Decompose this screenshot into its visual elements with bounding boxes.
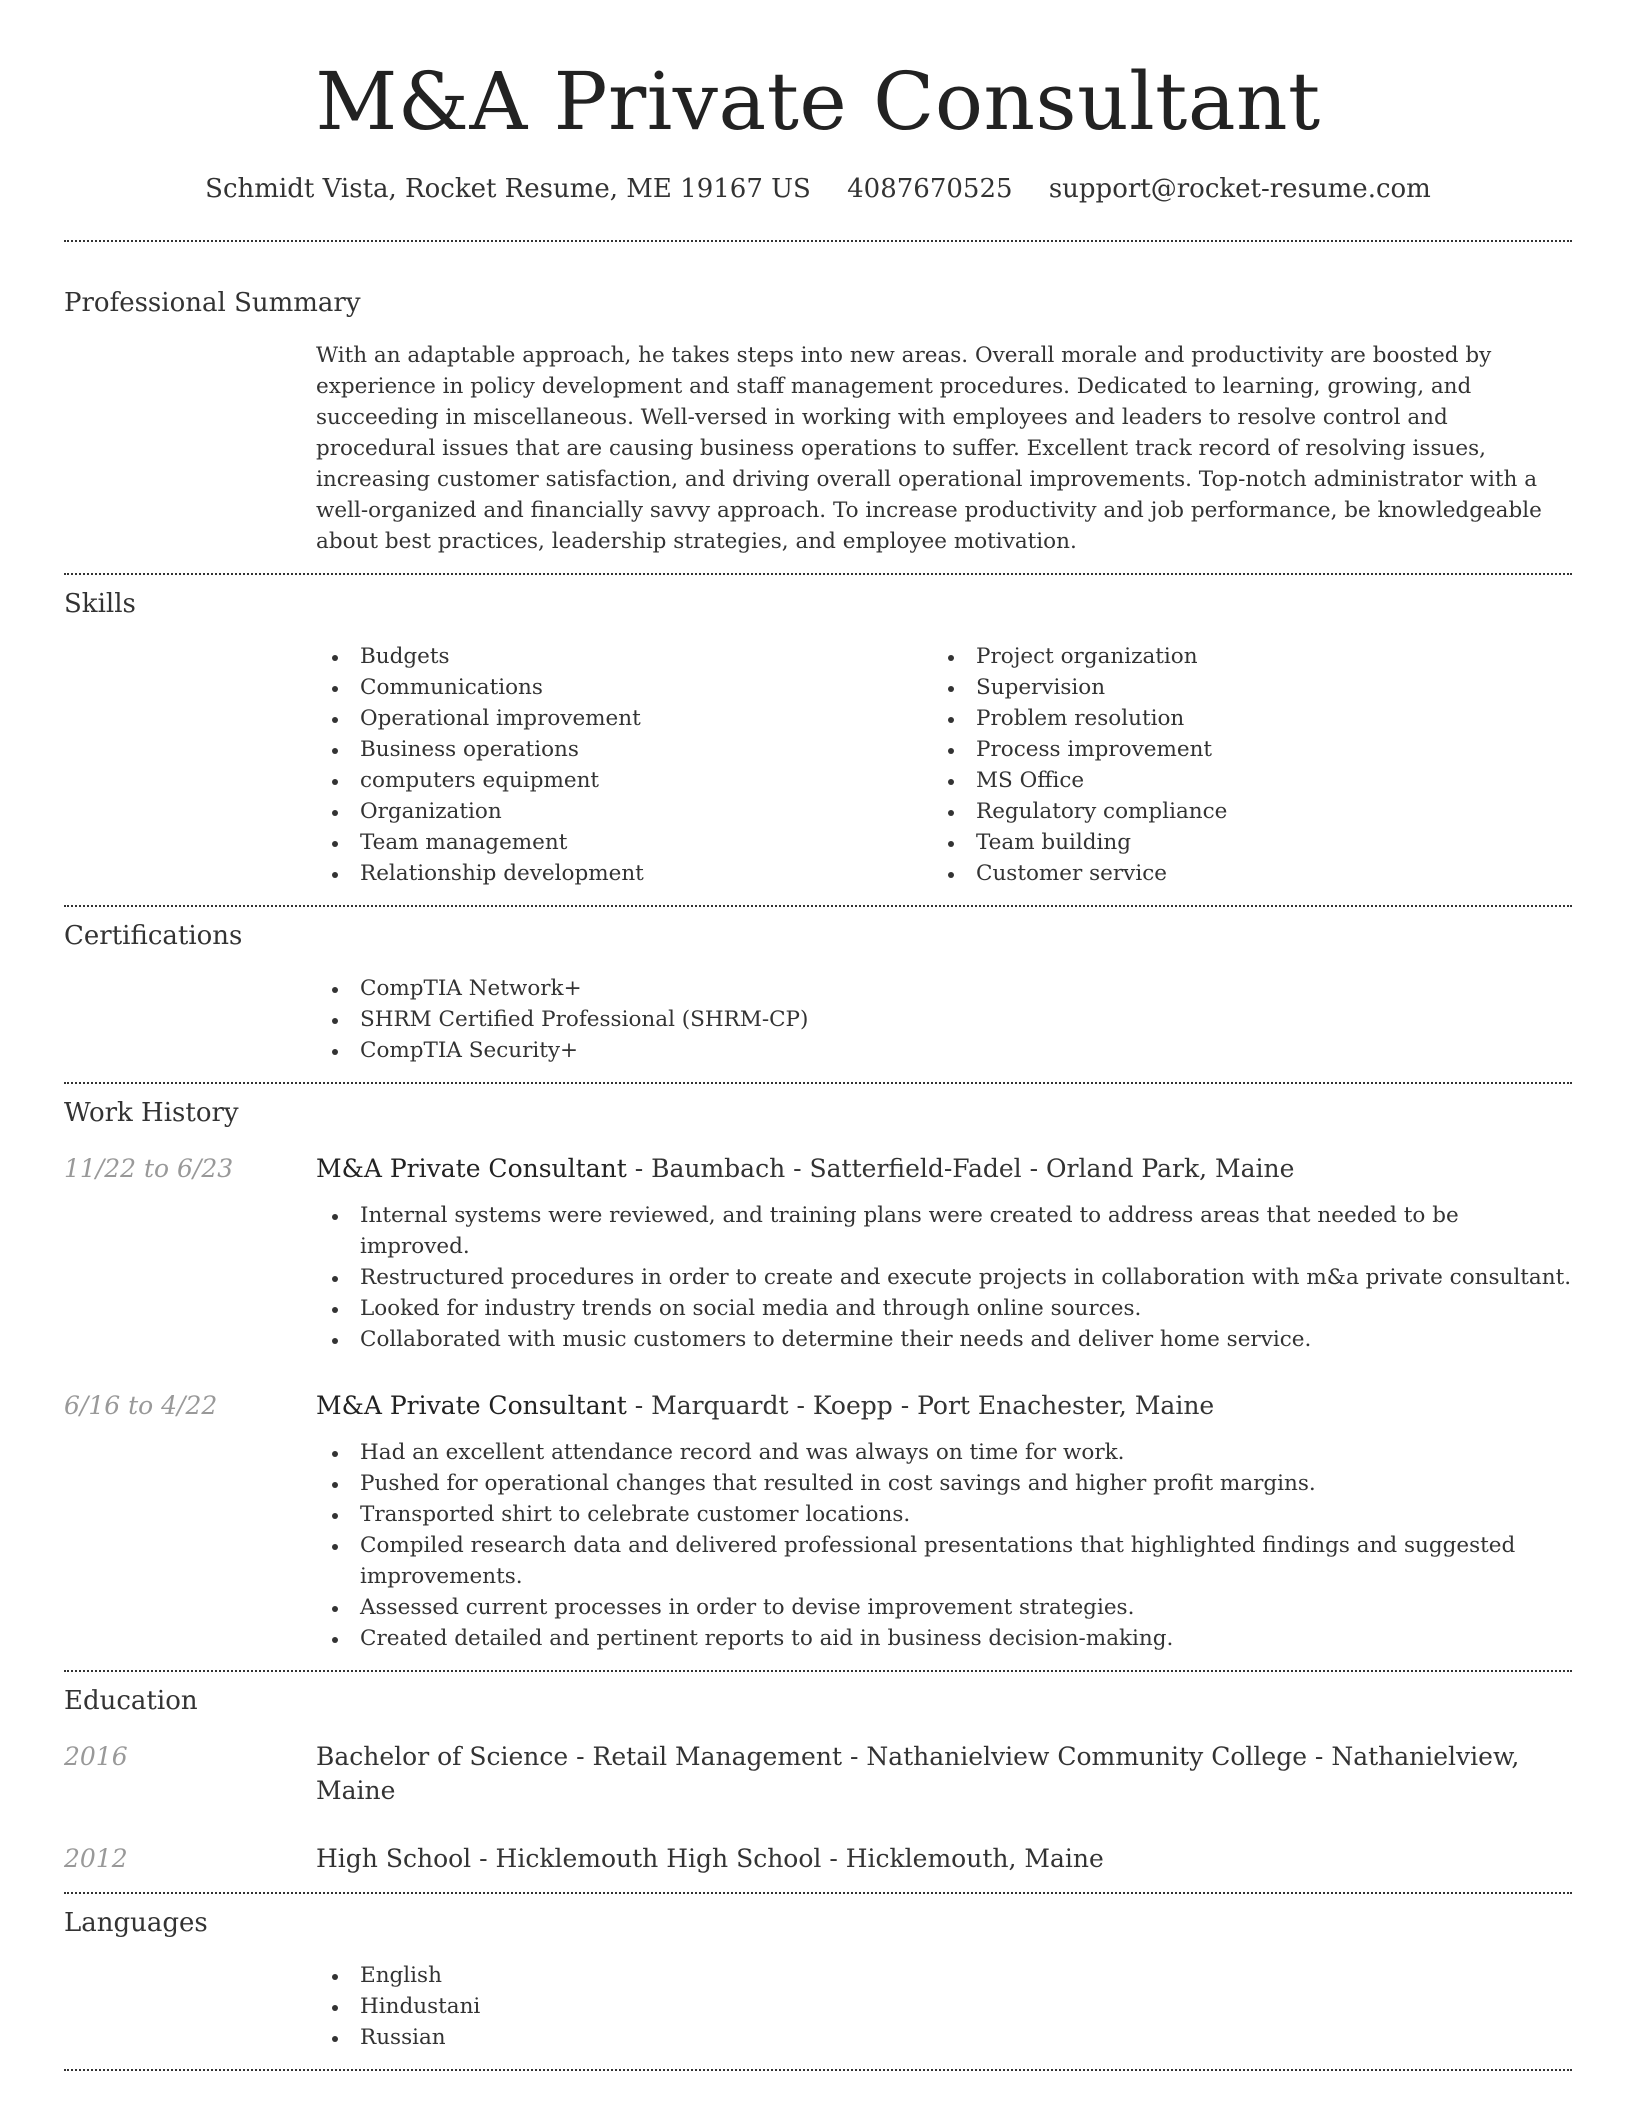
job-dates: 6/16 to 4/22 bbox=[64, 1391, 218, 1420]
list-item: MS Office bbox=[932, 765, 1548, 796]
divider bbox=[64, 905, 1572, 907]
list-item: Russian bbox=[316, 2022, 1572, 2053]
list-item: Communications bbox=[316, 672, 932, 703]
list-item: CompTIA Network+ bbox=[316, 973, 1572, 1004]
job-role: M&A Private Consultant bbox=[316, 1154, 627, 1183]
languages-list bbox=[316, 1960, 1572, 2053]
summary-section bbox=[64, 286, 1572, 557]
education-year: 2016 bbox=[64, 1742, 128, 1771]
skills-list-left bbox=[316, 641, 932, 889]
list-item: SHRM Certified Professional (SHRM-CP) bbox=[316, 1004, 1572, 1035]
divider bbox=[64, 1670, 1572, 1672]
certifications-section bbox=[64, 919, 1572, 1066]
list-item: Hindustani bbox=[316, 1991, 1572, 2022]
list-item: Project organization bbox=[932, 641, 1548, 672]
contact-line bbox=[64, 172, 1572, 206]
education-entry bbox=[64, 1842, 1572, 1876]
certifications-list bbox=[316, 973, 1572, 1066]
divider bbox=[64, 1892, 1572, 1894]
languages-section bbox=[64, 1906, 1572, 2053]
job-bullets bbox=[316, 1200, 1572, 1355]
list-item: Compiled research data and delivered professional presentations that highlighted findings and suggested improvements. bbox=[316, 1530, 1572, 1592]
list-item: CompTIA Security+ bbox=[316, 1035, 1572, 1066]
list-item: Process improvement bbox=[932, 734, 1548, 765]
job-dates: 11/22 to 6/23 bbox=[64, 1154, 234, 1183]
list-item: English bbox=[316, 1960, 1572, 1991]
divider bbox=[64, 573, 1572, 575]
job-bullets bbox=[316, 1437, 1572, 1654]
languages-heading: Languages bbox=[64, 1908, 208, 1938]
list-item: Problem resolution bbox=[932, 703, 1548, 734]
job-entry bbox=[64, 1389, 1572, 1654]
list-item: Operational improvement bbox=[316, 703, 932, 734]
list-item: Restructured procedures in order to create and execute projects in collaboration with m&a private consultant. bbox=[316, 1262, 1572, 1293]
education-entry bbox=[64, 1740, 1572, 1808]
skills-list-right bbox=[932, 641, 1548, 889]
contact-address: Schmidt Vista, Rocket Resume, ME 19167 US bbox=[205, 174, 811, 204]
education-year: 2012 bbox=[64, 1844, 128, 1873]
job-header bbox=[316, 1389, 1572, 1423]
list-item: Budgets bbox=[316, 641, 932, 672]
education-text bbox=[316, 1740, 1572, 1808]
job-header bbox=[316, 1152, 1572, 1186]
list-item: Business operations bbox=[316, 734, 932, 765]
list-item: Team management bbox=[316, 827, 932, 858]
education-school: - Hicklemouth High School - Hicklemouth, Maine bbox=[471, 1844, 1104, 1873]
list-item: Assessed current processes in order to devise improvement strategies. bbox=[316, 1592, 1572, 1623]
divider bbox=[64, 1082, 1572, 1084]
list-item: Team building bbox=[932, 827, 1548, 858]
list-item: Collaborated with music customers to determine their needs and deliver home service. bbox=[316, 1324, 1572, 1355]
job-role: M&A Private Consultant bbox=[316, 1391, 627, 1420]
list-item: Created detailed and pertinent reports to aid in business decision-making. bbox=[316, 1623, 1572, 1654]
list-item: Relationship development bbox=[316, 858, 932, 889]
work-heading: Work History bbox=[64, 1098, 239, 1128]
education-section bbox=[64, 1684, 1572, 1876]
list-item: computers equipment bbox=[316, 765, 932, 796]
divider bbox=[64, 2069, 1572, 2071]
contact-email: support@rocket-resume.com bbox=[1048, 174, 1431, 204]
skills-section bbox=[64, 587, 1572, 889]
list-item: Looked for industry trends on social media and through online sources. bbox=[316, 1293, 1572, 1324]
divider bbox=[64, 240, 1572, 242]
list-item: Transported shirt to celebrate customer locations. bbox=[316, 1499, 1572, 1530]
education-degree: High School bbox=[316, 1844, 472, 1873]
resume-title: M&A Private Consultant bbox=[315, 55, 1321, 148]
list-item: Supervision bbox=[932, 672, 1548, 703]
job-org: - Marquardt - Koepp - Port Enachester, Maine bbox=[626, 1391, 1215, 1420]
list-item: Pushed for operational changes that resulted in cost savings and higher profit margins. bbox=[316, 1468, 1572, 1499]
summary-text: With an adaptable approach, he takes steps into new areas. Overall morale and productivity are boosted by experience in policy development and staff management procedures. Dedicated to learning, growing, and succeeding in miscellaneous. Well-versed in working with employees and leaders to resolve control and procedural issues that are causing business operations to suffer. Excellent track record of resolving issues, increasing customer satisfaction, and driving overall operational improvements. Top-notch administrator with a well-organized and financially savvy approach. To increase productivity and job performance, be knowledgeable about best practices, leadership strategies, and employee motivation. bbox=[316, 343, 1542, 554]
resume-page bbox=[64, 0, 1572, 2071]
list-item: Regulatory compliance bbox=[932, 796, 1548, 827]
list-item: Had an excellent attendance record and was always on time for work. bbox=[316, 1437, 1572, 1468]
certifications-heading: Certifications bbox=[64, 921, 243, 951]
list-item: Customer service bbox=[932, 858, 1548, 889]
education-text bbox=[316, 1842, 1572, 1876]
summary-heading: Professional Summary bbox=[64, 288, 361, 318]
education-degree: Bachelor of Science - Retail Management bbox=[316, 1742, 842, 1771]
education-school: - Nathanielview Community College - Nathanielview, Maine bbox=[316, 1742, 1520, 1805]
work-section bbox=[64, 1096, 1572, 1654]
list-item: Internal systems were reviewed, and training plans were created to address areas that needed to be improved. bbox=[316, 1200, 1572, 1262]
job-entry bbox=[64, 1152, 1572, 1355]
job-org: - Baumbach - Satterfield-Fadel - Orland Park, Maine bbox=[626, 1154, 1295, 1183]
contact-phone: 4087670525 bbox=[847, 174, 1013, 204]
education-heading: Education bbox=[64, 1686, 198, 1716]
list-item: Organization bbox=[316, 796, 932, 827]
skills-heading: Skills bbox=[64, 589, 136, 619]
